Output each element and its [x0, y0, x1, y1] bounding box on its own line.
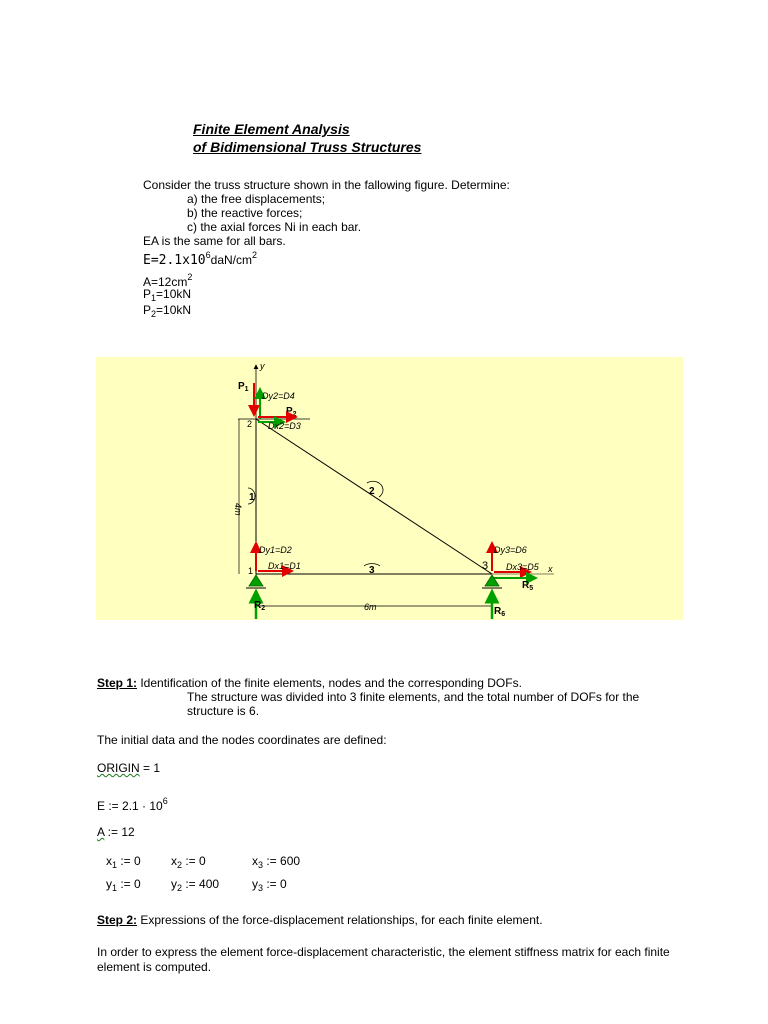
intro-item-a: a) the free displacements; — [187, 192, 326, 206]
intro-e-value: $E=2.1x10^6daN/cm^2$ — [143, 250, 257, 268]
title-line-1: Finite Element Analysis — [193, 121, 350, 137]
coord-x1: $x_1$ := 0 — [106, 854, 141, 870]
step2-label: Step 2: — [97, 913, 138, 927]
step1-line: Step 1: Identification of the finite elements, nodes and the corresponding DOFs. — [97, 676, 522, 690]
step1-label: Step 1: — [97, 676, 138, 690]
coord-x2: $x_2$ := 0 — [171, 854, 206, 870]
coord-y1: $y_1$ := 0 — [106, 877, 141, 893]
intro-item-c: c) the axial forces Ni in each bar. — [187, 220, 362, 234]
intro-ea-same: EA is the same for all bars. — [143, 234, 286, 248]
r6-label: $R_6$ — [494, 606, 506, 618]
initial-data-text: The initial data and the nodes coordinates are defined: — [97, 733, 387, 747]
element-1-label: 1 — [249, 492, 255, 503]
coord-y3: $y_3$ := 0 — [252, 877, 287, 893]
origin-def: ORIGIN = 1 — [97, 761, 161, 775]
intro-item-b: b) the reactive forces; — [187, 206, 303, 220]
coord-x3: $x_3$ := 600 — [252, 854, 301, 870]
node-2-label: 2 — [247, 419, 253, 429]
y-axis-label: y — [260, 361, 265, 371]
dx1-label: Dx1=D1 — [268, 561, 301, 571]
dim-6m-label: 6m — [364, 602, 377, 612]
truss-diagram — [96, 357, 683, 620]
title-line-2: of Bidimensional Truss Structures — [193, 139, 422, 155]
intro-consider: Consider the truss structure shown in the fallowing figure. Determine: — [143, 178, 510, 192]
node-1-label: 1 — [248, 566, 254, 576]
coord-y2: $y_2$ := 400 — [171, 877, 220, 893]
element-3-label: 3 — [369, 565, 375, 576]
dy2-label: Dy2=D4 — [262, 391, 295, 401]
step1-line-3: structure is 6. — [187, 704, 260, 718]
x-axis-label: x — [548, 564, 553, 574]
element-2-label: 2 — [369, 486, 375, 497]
intro-p2-value: $P_2=10kN$ — [143, 303, 192, 319]
a-def: A := 12 — [97, 825, 135, 839]
dx2-label: Dx2=D3 — [268, 421, 301, 431]
intro-p1-value: $P_1=10kN$ — [143, 287, 192, 303]
truss-figure — [96, 357, 683, 620]
p1-label: $P_1$ — [238, 381, 249, 393]
r5-label: $R_5$ — [522, 580, 534, 592]
support-node-1 — [249, 575, 263, 586]
closing-line-1: In order to express the element force-displacement characteristic, the element stiffness matrix for each finite — [97, 945, 670, 959]
step1-line-2: The structure was divided into 3 finite elements, and the total number of DOFs for the — [187, 690, 640, 704]
closing-line-2: element is computed. — [97, 960, 212, 974]
step2-line: Step 2: Expressions of the force-displacement relationships, for each finite element. — [97, 913, 543, 927]
node-3-label: 3 — [482, 560, 489, 572]
dx3-label: Dx3=D5 — [506, 562, 539, 572]
intro-a-value: $A=12cm^2$ — [143, 272, 193, 289]
p2-label: $P_2$ — [286, 406, 297, 418]
r2-label: $R_2$ — [254, 600, 266, 612]
dy1-label: Dy1=D2 — [259, 545, 292, 555]
support-node-3 — [485, 575, 499, 586]
dy3-label: Dy3=D6 — [494, 545, 527, 555]
dim-4m-label: 4m — [233, 503, 243, 516]
e-def: E := $2.1 \cdot 10^6$ — [97, 796, 168, 813]
